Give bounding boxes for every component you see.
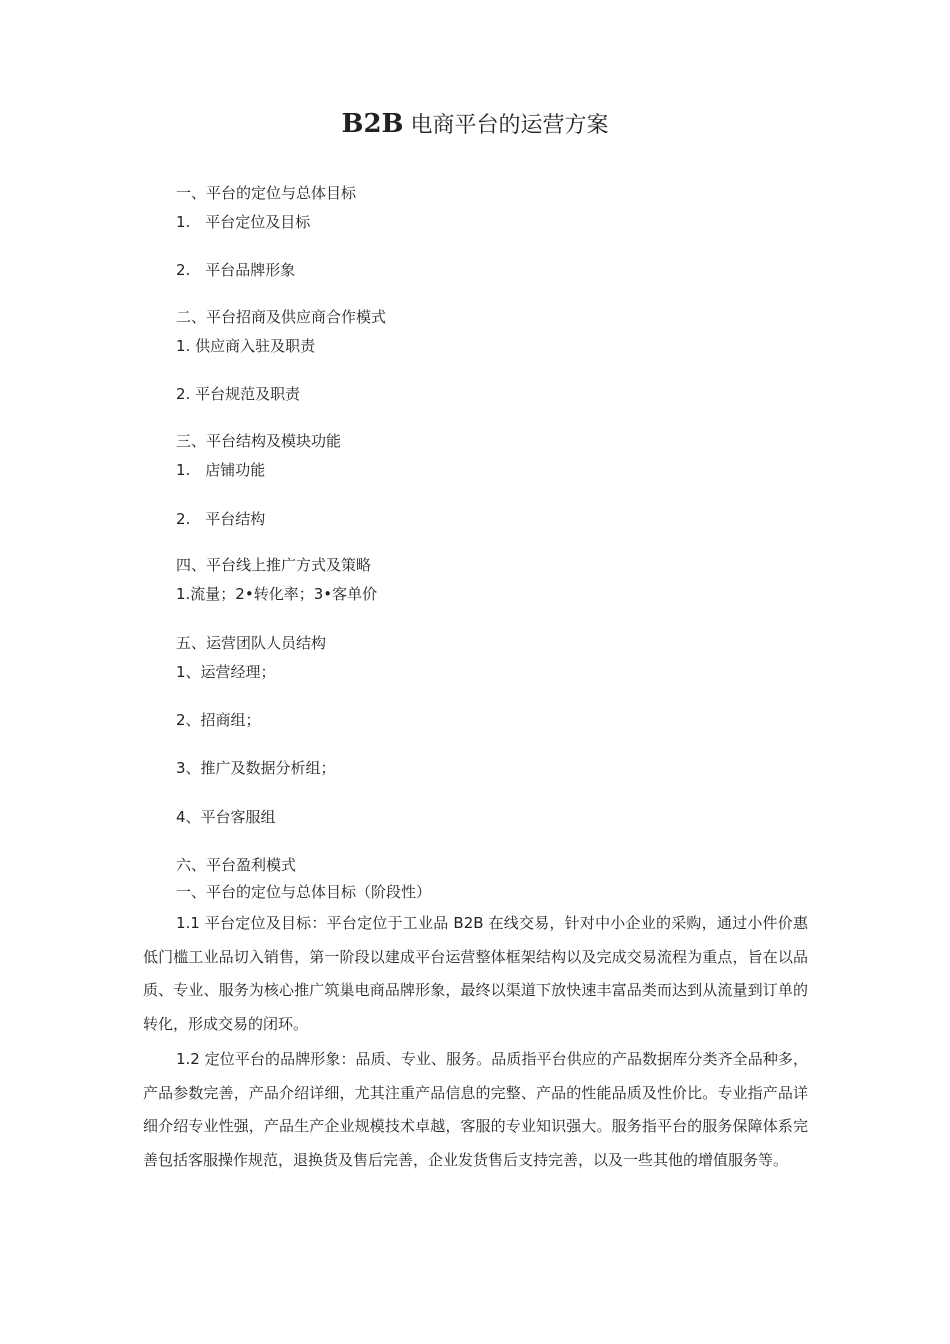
outline-heading-4: 四、平台线上推广方式及策略 [176,556,372,574]
outline-item: 2、招商组； [176,711,261,729]
outline-heading-5: 五、运营团队人员结构 [176,634,327,652]
body-paragraph-1: 1.1 平台定位及目标：平台定位于工业品 B2B 在线交易，针对中小企业的采购，通过小件价惠低门槛工业品切入销售，第一阶段以建成平台运营整体框架结构以及完成交易流程为重点，旨在以品质、专业、服务为核心推广筑巢电商品牌形象，最终以渠道下放快速丰富品类而达到从流量到订单的转化，形成交易的闭环。 [143,914,808,1033]
outline-item: 1. 供应商入驻及职责 [176,337,316,355]
outline-item: 2. 平台品牌形象 [176,261,296,279]
title-text: 电商平台的运营方案 [403,113,609,138]
outline-item: 2. 平台结构 [176,510,266,528]
outline-item: 1. 平台定位及目标 [176,213,311,231]
outline-heading-6: 六、平台盈利模式 [176,856,297,874]
outline-item: 1. 店铺功能 [176,461,266,479]
outline-item: 1.流量；2•转化率；3•客单价 [176,585,378,603]
document-title [0,108,950,142]
outline-item: 1、运营经理； [176,663,276,681]
outline-item: 2. 平台规范及职责 [176,385,301,403]
outline-heading-1: 一、平台的定位与总体目标 [176,184,357,202]
section-heading: 一、平台的定位与总体目标（阶段性） [176,883,432,901]
outline-item: 4、平台客服组 [176,808,276,826]
outline-heading-2: 二、平台招商及供应商合作模式 [176,308,387,326]
title-b2b: B2B [341,109,404,139]
outline-item: 3、推广及数据分析组； [176,759,336,777]
outline-heading-3: 三、平台结构及模块功能 [176,432,342,450]
body-paragraph-2: 1.2 定位平台的品牌形象：品质、专业、服务。品质指平台供应的产品数据库分类齐全品种多，产品参数完善，产品介绍详细，尤其注重产品信息的完整、产品的性能品质及性价比。专业指产品详细介绍专业性强，产品生产企业规模技术卓越，客服的专业知识强大。服务指平台的服务保障体系完善包括客服操作规范，退换货及售后完善，企业发货售后支持完善，以及一些其他的增值服务等。 [143,1050,808,1169]
